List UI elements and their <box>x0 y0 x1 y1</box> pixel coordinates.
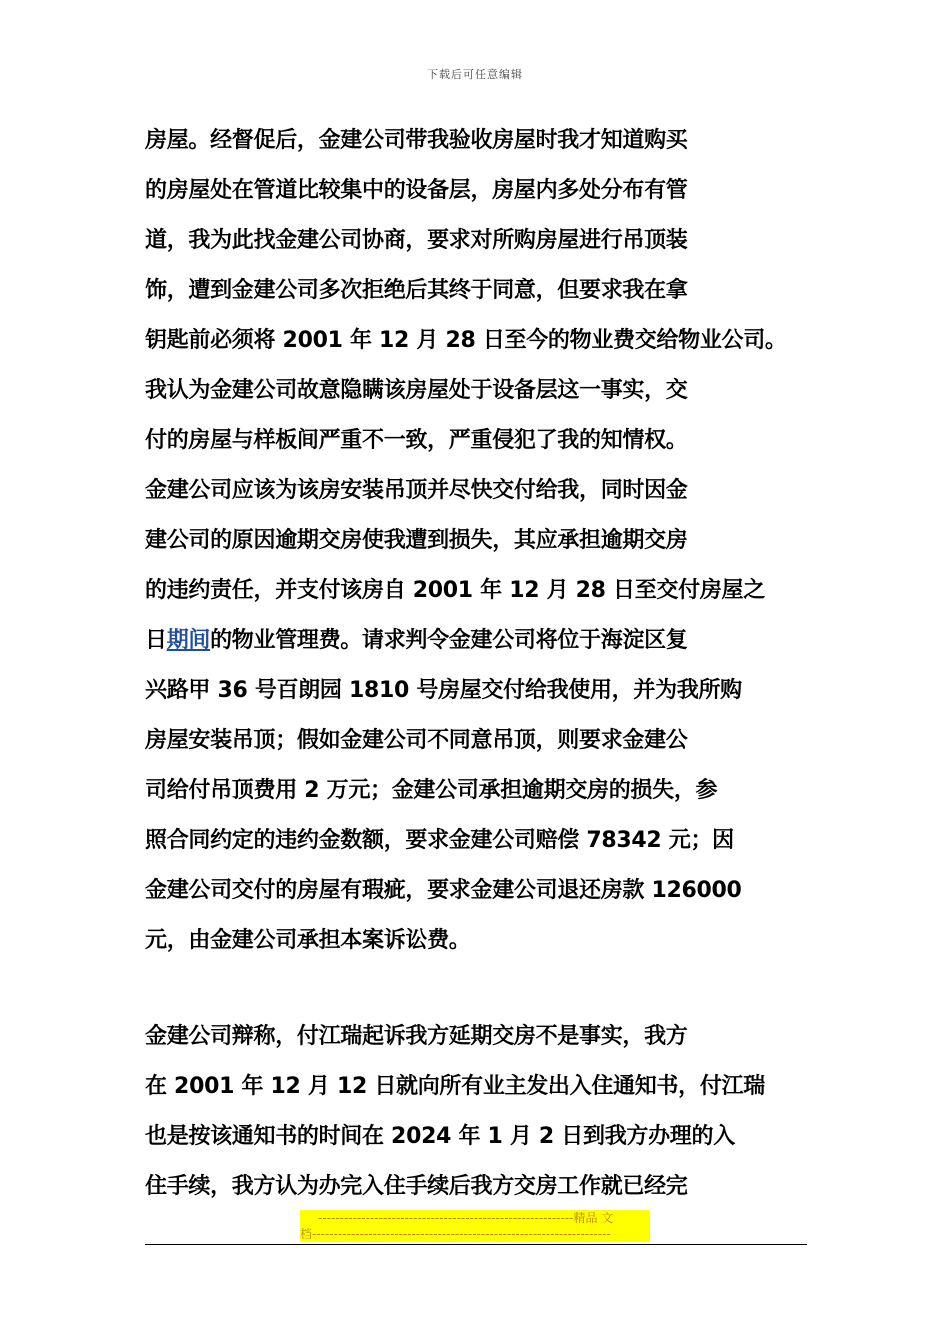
text-line: 饰，遭到金建公司多次拒绝后其终于同意，但要求我在拿 <box>145 278 688 303</box>
period-link[interactable]: 期间 <box>166 628 211 653</box>
page-header-note: 下载后可任意编辑 <box>427 68 523 81</box>
text-line-with-link <box>145 616 825 666</box>
paragraph-plaintiff-claim <box>145 116 825 966</box>
text-line: 建公司的原因逾期交房使我遭到损失，其应承担逾期交房 <box>145 528 688 553</box>
text-line: 司给付吊顶费用 2 万元；金建公司承担逾期交房的损失，参 <box>145 778 718 803</box>
text-line: 住手续，我方认为办完入住手续后我方交房工作就已经完 <box>145 1174 688 1199</box>
text-line: 的房屋处在管道比较集中的设备层，房屋内多处分布有管 <box>145 178 688 203</box>
text-segment: 日 <box>145 628 167 653</box>
stamp-text: -----------------------------------------------------------精品 文 <box>318 1211 614 1225</box>
text-line: 金建公司辩称，付江瑞起诉我方延期交房不是事实，我方 <box>145 1024 688 1049</box>
paragraph-defendant-response <box>145 1012 825 1212</box>
text-line: 付的房屋与样板间严重不一致，严重侵犯了我的知情权。 <box>145 428 688 453</box>
text-line: 兴路甲 36 号百朗园 1810 号房屋交付给我使用，并为我所购 <box>145 678 742 703</box>
stamp-line <box>300 1226 650 1242</box>
text-line: 金建公司应该为该房安装吊顶并尽快交付给我，同时因金 <box>145 478 688 503</box>
text-line: 的违约责任，并支付该房自 2001 年 12 月 28 日至交付房屋之 <box>145 578 765 603</box>
text-line: 道，我为此找金建公司协商，要求对所购房屋进行吊顶装 <box>145 228 688 253</box>
text-line: 元，由金建公司承担本案诉讼费。 <box>145 928 471 953</box>
text-line: 钥匙前必须将 2001 年 12 月 28 日至今的物业费交给物业公司。 <box>145 328 787 353</box>
text-line: 房屋安装吊顶；假如金建公司不同意吊顶，则要求金建公 <box>145 728 688 753</box>
stamp-line <box>300 1210 650 1226</box>
text-line: 在 2001 年 12 月 12 日就向所有业主发出入住通知书，付江瑞 <box>145 1074 765 1099</box>
footer-stamp <box>300 1210 650 1242</box>
text-line: 也是按该通知书的时间在 2024 年 1 月 2 日到我方办理的入 <box>145 1124 735 1149</box>
text-line: 金建公司交付的房屋有瑕疵，要求金建公司退还房款 126000 <box>145 878 742 903</box>
text-segment: 的物业管理费。请求判令金建公司将位于海淀区复 <box>210 628 688 653</box>
text-line: 我认为金建公司故意隐瞒该房屋处于设备层这一事实，交 <box>145 378 688 403</box>
footer-divider <box>145 1244 807 1245</box>
stamp-text: 档--------------------------------------------------------------------- <box>300 1227 611 1241</box>
text-line: 房屋。经督促后，金建公司带我验收房屋时我才知道购买 <box>145 128 688 153</box>
text-line: 照合同约定的违约金数额，要求金建公司赔偿 78342 元；因 <box>145 828 734 853</box>
